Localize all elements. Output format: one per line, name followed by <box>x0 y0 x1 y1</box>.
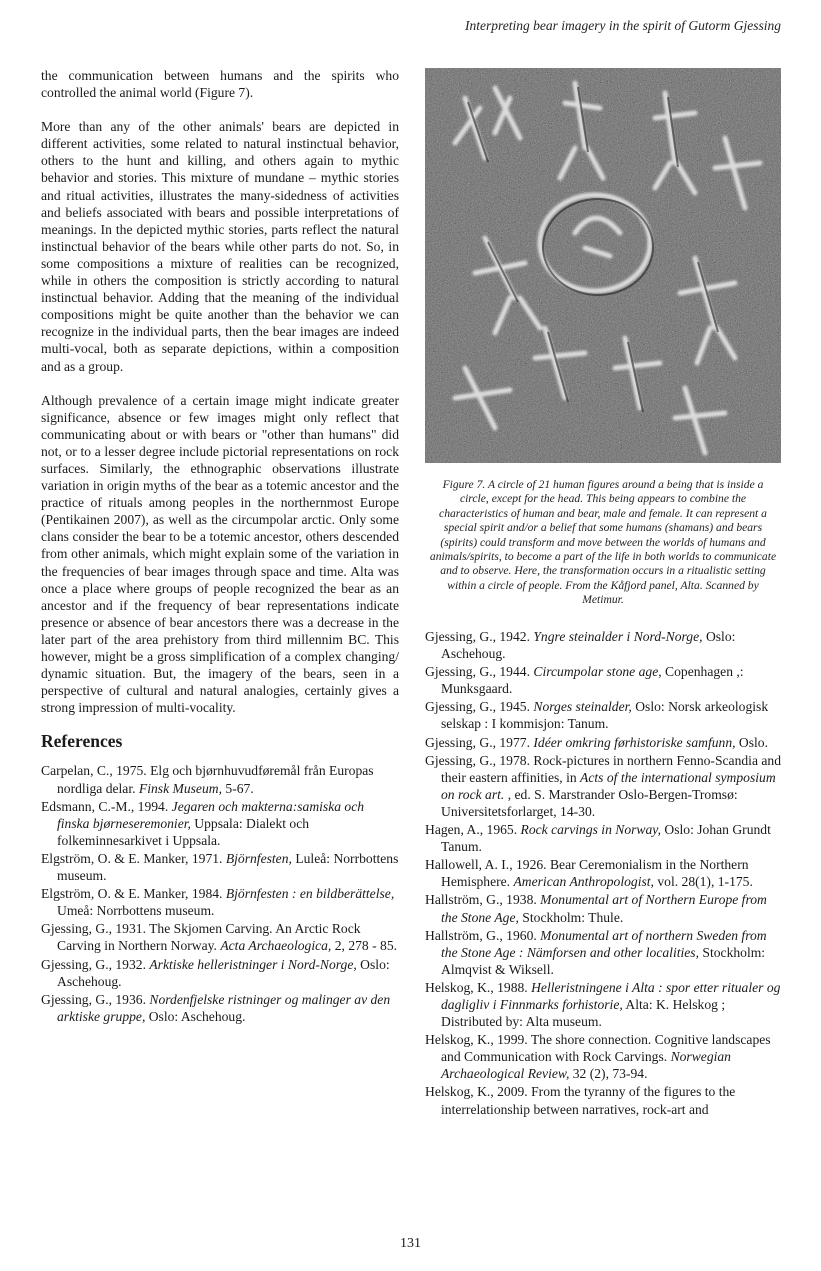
reference-entry <box>425 628 783 662</box>
reference-authors: Helskog, K., 1988. <box>425 979 532 995</box>
reference-details: vol. 28(1), 1-175. <box>653 874 753 890</box>
reference-details: Oslo: Aschehoug. <box>145 1008 246 1024</box>
reference-details: Uppsala: Dialekt och folkeminnesarkivet i Uppsala. <box>57 815 310 848</box>
figure-caption: Figure 7. A circle of 21 human figures around a being that is inside a circle, except for the head. This being appears to combine the characteristics of human and bear, male and female. It can represent a special spirit and/or a belief that some humans (shamans) and bears (spirits) could transform and move between the worlds of humans and animals/spirits, to become a part of the life in both worlds to communicate and to observe. Here, the transformation occurs in a ritualistic setting within a circle of people. From the Kåfjord panel, Alta. Scanned by Metimur. <box>429 478 777 607</box>
body-paragraph: More than any of the other animals' bears are depicted in different activities, some related to natural instinctual behavior, others to the hunt and killing, and others again to mythic behavior and stories. This mixture of mundane – mythic stories and ritual activities, illustrates the many-sidedness of activities and beliefs associated with bears and possible interpretations of meanings. In the depicted mythic stories, parts reflect the natural instinctual behavior of the bears while other parts do not. So, in some compositions a mixture of realities can be recognized, while in others the composition is strictly according to natural instinctual behavior. Adding that the meaning of the individual compositions might be quite another than the behavior we can recognize in the individual parts, then the bear images are indeed multi-vocal, both as separate depictions, within a composition and as a group. <box>41 119 399 374</box>
reference-authors: Hallström, G., 1938. <box>425 892 541 908</box>
reference-entry <box>41 762 399 796</box>
reference-details: Umeå: Norrbottens museum. <box>57 903 215 919</box>
reference-authors: Elgström, O. & E. Manker, 1984. <box>41 886 226 902</box>
reference-entry <box>425 979 783 1030</box>
references-list-right <box>425 628 783 1119</box>
reference-authors: Carpelan, C., 1975. Elg och bjørnhuvudføremål från Europas nordliga delar. <box>41 763 374 796</box>
body-paragraph: Although prevalence of a certain image might indicate greater significance, absence or few images might only reflect that communicating about or with bears or "other than humans" did not, or to a lesser degree include pictorial representations on rock surfaces. Similarly, the ethnographic observations illustrate variation in origin myths of the bear as a totemic ancestor and the practice of rituals among peoples in the northernmost Europe (Pentikainen 2007), as well as the circumpolar arctic. Only some clans consider the bear to be a totemic ancestor, others descended from other animals, which might explain some of the variation in the frequencies of bear images through space and time. Alta was once a place where groups of people recognized the bear as an ancestor and if the frequency of bear representations indicate presence or absence of bear ancestors there was a decrease in the later part of the area prehistory from third millennim BC. This however, might be a gross simplification of a complex changing/ dynamic situation. But, the imagery of the bears, seen in a perspective of cultural and natural analogies, certainly gives a strong impression of multi-vocality. <box>41 392 399 716</box>
reference-authors: Hallowell, A. I., 1926. Bear Ceremonialism in the Northern Hemisphere. <box>425 857 749 890</box>
reference-details: Oslo: Aschehoug. <box>57 956 390 989</box>
reference-details: Oslo. <box>735 734 768 750</box>
reference-entry <box>41 885 399 919</box>
reference-authors: Gjessing, G., 1942. <box>425 629 534 644</box>
reference-title: Monumental art of northern Sweden from the Stone Age : Nämforsen and other localities, <box>441 927 767 960</box>
reference-title: Circumpolar stone age, <box>533 664 662 680</box>
reference-entry <box>41 956 399 990</box>
reference-authors: Gjessing, G., 1977. <box>425 734 534 750</box>
reference-title: Helleristningene i Alta : spor etter ritualer og dagligliv i Finnmarks forhistorie, <box>441 979 781 1012</box>
reference-title: Acta Archaeologica, <box>220 938 332 954</box>
reference-details: Oslo: Norsk arkeologisk selskap : I kommisjon: Tanum. <box>441 699 769 732</box>
body-paragraph: the communication between humans and the spirits who controlled the animal world (Figure 7). <box>41 68 399 101</box>
reference-title: Björnfesten : en bildberättelse, <box>225 886 395 902</box>
reference-details: Oslo: Johan Grundt Tanum. <box>441 822 771 855</box>
reference-entry <box>425 752 783 820</box>
reference-authors: Gjessing, G., 1936. <box>41 991 150 1007</box>
running-header: Interpreting bear imagery in the spirit of Gutorm Gjessing <box>465 18 781 33</box>
reference-authors: Gjessing, G., 1978. Rock-pictures in northern Fenno-Scandia and their eastern affinities, in <box>425 752 782 785</box>
reference-title: Acts of the international symposium on rock art. <box>441 769 776 802</box>
reference-details: 32 (2), 73-94. <box>569 1066 648 1082</box>
reference-authors: Edsmann, C.-M., 1994. <box>41 798 172 814</box>
reference-entry <box>425 1083 783 1117</box>
reference-title: Nordenfjelske ristninger og malinger av den arktiske gruppe, <box>57 991 391 1024</box>
reference-details: , 5-67. <box>218 780 254 796</box>
reference-details: 2, 278 - 85. <box>331 938 398 954</box>
reference-title: Jegaren och makterna:samiska och finska bjørneseremonier, <box>57 798 365 831</box>
reference-authors: Helskog, K., 2009. From the tyranny of the figures to the interrelationship between narratives, rock-art and <box>425 1084 736 1117</box>
references-heading: References <box>41 731 123 752</box>
reference-authors: Gjessing, G., 1932. <box>41 956 150 972</box>
reference-title: Idéer omkring førhistoriske samfunn, <box>533 734 736 750</box>
reference-authors: Elgström, O. & E. Manker, 1971. <box>41 850 226 866</box>
reference-title: American Anthropologist, <box>513 874 654 890</box>
references-list-left <box>41 762 399 1024</box>
rock-carving-image <box>425 68 781 463</box>
reference-authors: Hallström, G., 1960. <box>425 927 541 943</box>
reference-entry <box>41 850 399 884</box>
reference-entry <box>425 891 783 925</box>
reference-title: Yngre steinalder i Nord-Norge, <box>533 629 703 644</box>
reference-authors: Gjessing, G., 1945. <box>425 699 534 715</box>
reference-entry <box>425 1031 783 1082</box>
reference-entry <box>425 663 783 697</box>
reference-entry <box>425 856 783 890</box>
reference-entry <box>41 920 399 954</box>
reference-title: Norwegian Archaeological Review, <box>441 1049 731 1082</box>
reference-details: Stockholm: Almqvist & Wiksell. <box>441 944 766 977</box>
left-column <box>41 67 399 1026</box>
reference-details: , ed. S. Marstrander Oslo-Bergen-Tromsø: Universitetsforlarget, 14-30. <box>441 786 738 819</box>
reference-details: Oslo: Aschehoug. <box>441 629 736 662</box>
reference-title: Norges steinalder, <box>533 699 632 715</box>
reference-title: Rock carvings in Norway, <box>520 822 661 838</box>
reference-title: Björnfesten, <box>225 850 292 866</box>
reference-authors: Gjessing, G., 1944. <box>425 664 534 680</box>
reference-entry <box>425 698 783 732</box>
reference-authors: Hagen, A., 1965. <box>425 822 521 838</box>
reference-authors: Gjessing, G., 1931. The Skjomen Carving. An Arctic Rock Carving in Northern Norway. <box>41 921 361 954</box>
reference-entry <box>425 821 783 855</box>
reference-entry <box>425 927 783 978</box>
reference-entry <box>41 798 399 849</box>
reference-details: Copenhagen ,: Munksgaard. <box>441 664 744 697</box>
reference-authors: Helskog, K., 1999. The shore connection. Cognitive landscapes and Communication with Rock Carvings. <box>425 1032 771 1065</box>
reference-details: Stockholm: Thule. <box>518 909 624 925</box>
page-number: 131 <box>400 1236 421 1251</box>
reference-entry <box>425 734 783 751</box>
reference-title: Finsk Museum <box>138 780 219 796</box>
reference-details: Alta: K. Helskog ; Distributed by: Alta museum. <box>441 996 726 1030</box>
figure-7-rock-carving-photo <box>425 68 781 463</box>
reference-title: Monumental art of Northern Europe from the Stone Age, <box>441 892 767 925</box>
reference-title: Arktiske helleristninger i Nord-Norge, <box>149 956 357 972</box>
reference-entry <box>41 991 399 1025</box>
reference-details: Luleå: Norrbottens museum. <box>57 850 399 884</box>
